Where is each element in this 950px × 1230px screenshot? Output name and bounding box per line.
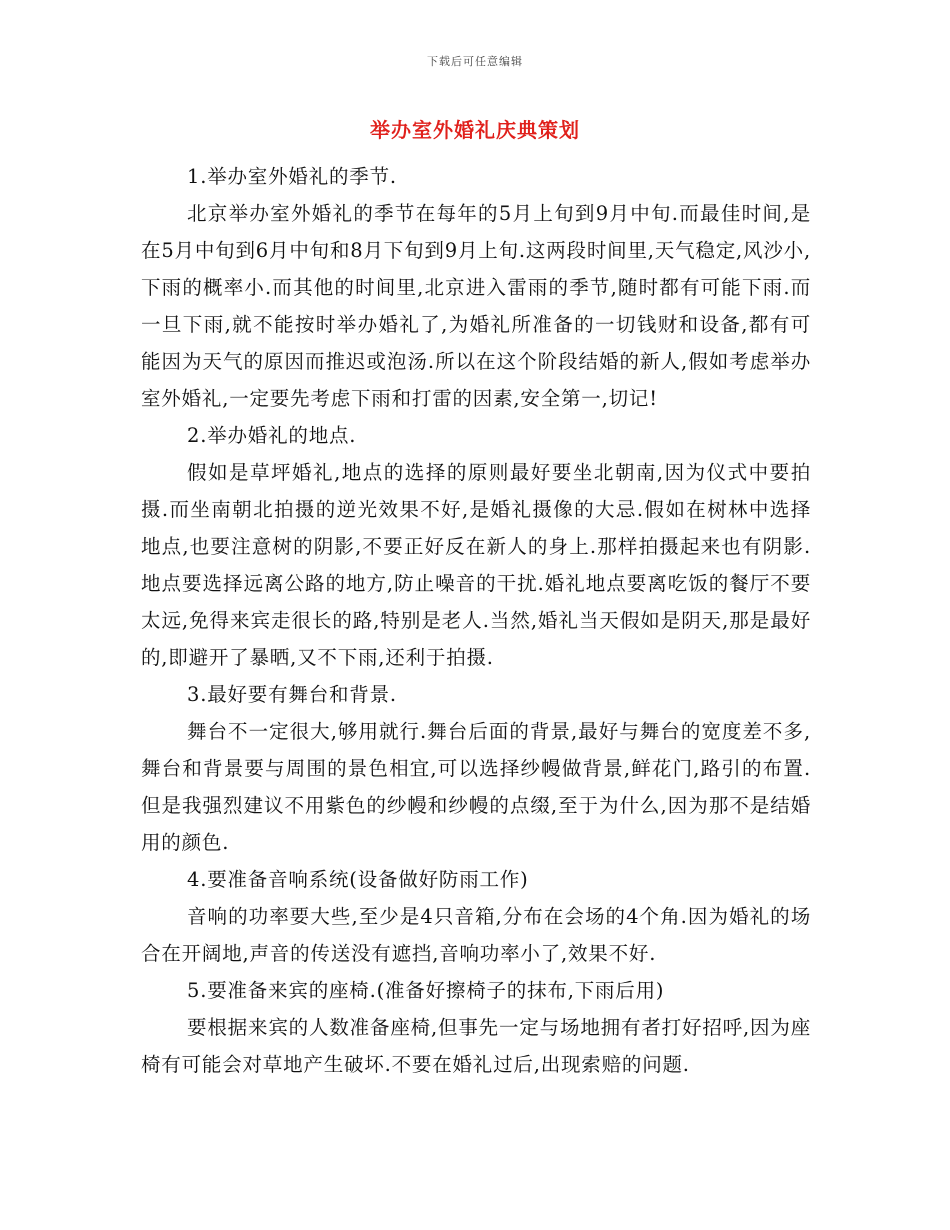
page-header-note: 下载后可任意编辑: [427, 55, 523, 68]
section-heading-stage: 3.最好要有舞台和背景.: [187, 683, 397, 706]
paragraph-season: 北京举办室外婚礼的季节在每年的5月上旬到9月中旬.而最佳时间,是在5月中旬到6月中旬和8月下旬到9月上旬.这两段时间里,天气稳定,风沙小,下雨的概率小.而其他的时间里,北京进入雷雨的季节,随时都有可能下雨.而一旦下雨,就不能按时举办婚礼了,为婚礼所准备的一切钱财和设备,都有可能因为天气的原因而推迟或泡汤.所以在这个阶段结婚的新人,假如考虑举办室外婚礼,一定要先考虑下雨和打雷的因素,安全第一,切记!: [141, 202, 811, 410]
paragraph-seating: 要根据来宾的人数准备座椅,但事先一定与场地拥有者打好招呼,因为座椅有可能会对草地产生破坏.不要在婚礼过后,出现索赔的问题.: [141, 1016, 811, 1076]
section-heading-seating: 5.要准备来宾的座椅.(准备好擦椅子的抹布,下雨后用): [187, 979, 665, 1002]
section-heading-season: 1.举办室外婚礼的季节.: [187, 165, 397, 188]
document-body: [141, 158, 811, 1083]
paragraph-audio: 音响的功率要大些,至少是4只音箱,分布在会场的4个角.因为婚礼的场合在开阔地,声音的传送没有遮挡,音响功率小了,效果不好.: [141, 905, 811, 965]
section-heading-location: 2.举办婚礼的地点.: [187, 424, 357, 447]
section-heading-audio: 4.要准备音响系统(设备做好防雨工作): [187, 868, 529, 891]
document-title: 举办室外婚礼庆典策划: [370, 118, 580, 142]
paragraph-stage: 舞台不一定很大,够用就行.舞台后面的背景,最好与舞台的宽度差不多,舞台和背景要与周围的景色相宜,可以选择纱幔做背景,鲜花门,路引的布置.但是我强烈建议不用紫色的纱幔和纱幔的点缀,至于为什么,因为那不是结婚用的颜色.: [141, 720, 811, 854]
paragraph-location: 假如是草坪婚礼,地点的选择的原则最好要坐北朝南,因为仪式中要拍摄.而坐南朝北拍摄的逆光效果不好,是婚礼摄像的大忌.假如在树林中选择地点,也要注意树的阴影,不要正好反在新人的身上.那样拍摄起来也有阴影.地点要选择远离公路的地方,防止噪音的干扰.婚礼地点要离吃饭的餐厅不要太远,免得来宾走很长的路,特别是老人.当然,婚礼当天假如是阴天,那是最好的,即避开了暴晒,又不下雨,还利于拍摄.: [141, 461, 811, 669]
